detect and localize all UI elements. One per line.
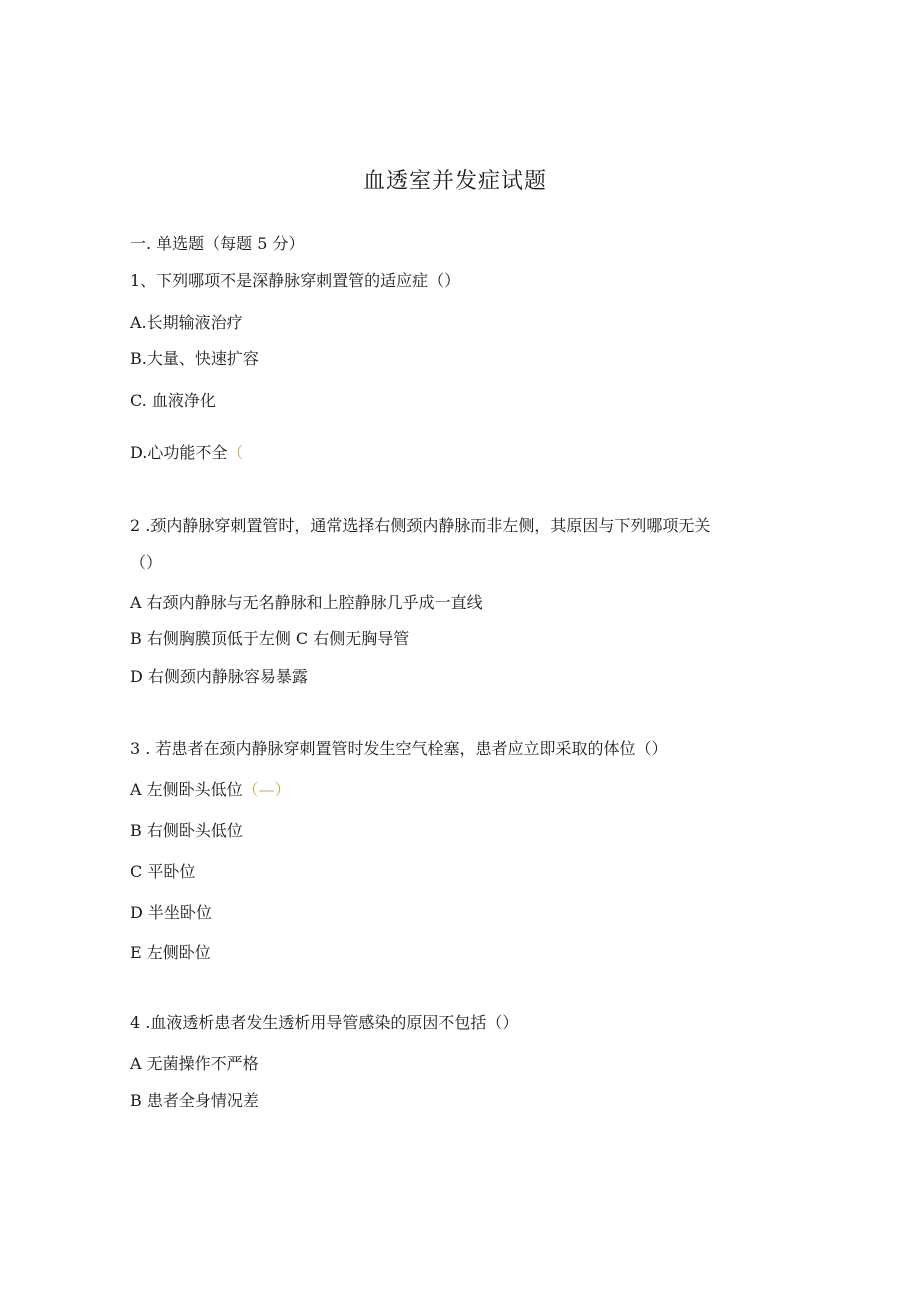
- question-3-option-e: E 左侧卧位: [130, 943, 211, 962]
- question-4-stem: 4 .血液透析患者发生透析用导管感染的原因不包括（）: [130, 1013, 519, 1032]
- question-2-stem-cont: （）: [130, 553, 163, 572]
- question-1-option-c: C. 血液净化: [130, 391, 216, 410]
- question-3-option-d: D 半坐卧位: [130, 903, 212, 922]
- question-4-option-a: A 无菌操作不严格: [130, 1054, 259, 1073]
- question-2-option-d: D 右侧颈内静脉容易暴露: [130, 667, 308, 686]
- question-2-option-bc: B 右侧胸膜顶低于左侧 C 右侧无胸导管: [130, 629, 410, 648]
- question-4-option-b: B 患者全身情况差: [130, 1091, 259, 1110]
- question-1-stem: 1、下列哪项不是深静脉穿刺置管的适应症（）: [130, 271, 461, 290]
- question-3-option-b: B 右侧卧头低位: [130, 821, 243, 840]
- section-heading: 一. 单选题（每题 5 分）: [130, 234, 305, 253]
- question-2-stem: 2 .颈内静脉穿刺置管时，通常选择右侧颈内静脉而非左侧，其原因与下列哪项无关: [130, 516, 711, 535]
- question-3-answer-mark: （—）: [242, 780, 291, 799]
- document-title: 血透室并发症试题: [362, 169, 547, 194]
- question-3-option-a-row: [130, 780, 291, 800]
- question-1-option-a: A.长期输液治疗: [130, 313, 243, 332]
- question-3-stem: 3 . 若患者在颈内静脉穿刺置管时发生空气栓塞，患者应立即采取的体位（）: [130, 739, 668, 758]
- question-3-option-a: A 左侧卧头低位: [130, 780, 243, 799]
- question-2-option-a: A 右颈内静脉与无名静脉和上腔静脉几乎成一直线: [130, 593, 483, 612]
- question-3-option-c: C 平卧位: [130, 862, 196, 881]
- question-1-answer-mark: （: [227, 443, 244, 462]
- question-1-option-d: D.心功能不全: [130, 443, 228, 462]
- question-1-option-d-row: [130, 443, 243, 463]
- question-1-option-b: B.大量、快速扩容: [130, 349, 259, 368]
